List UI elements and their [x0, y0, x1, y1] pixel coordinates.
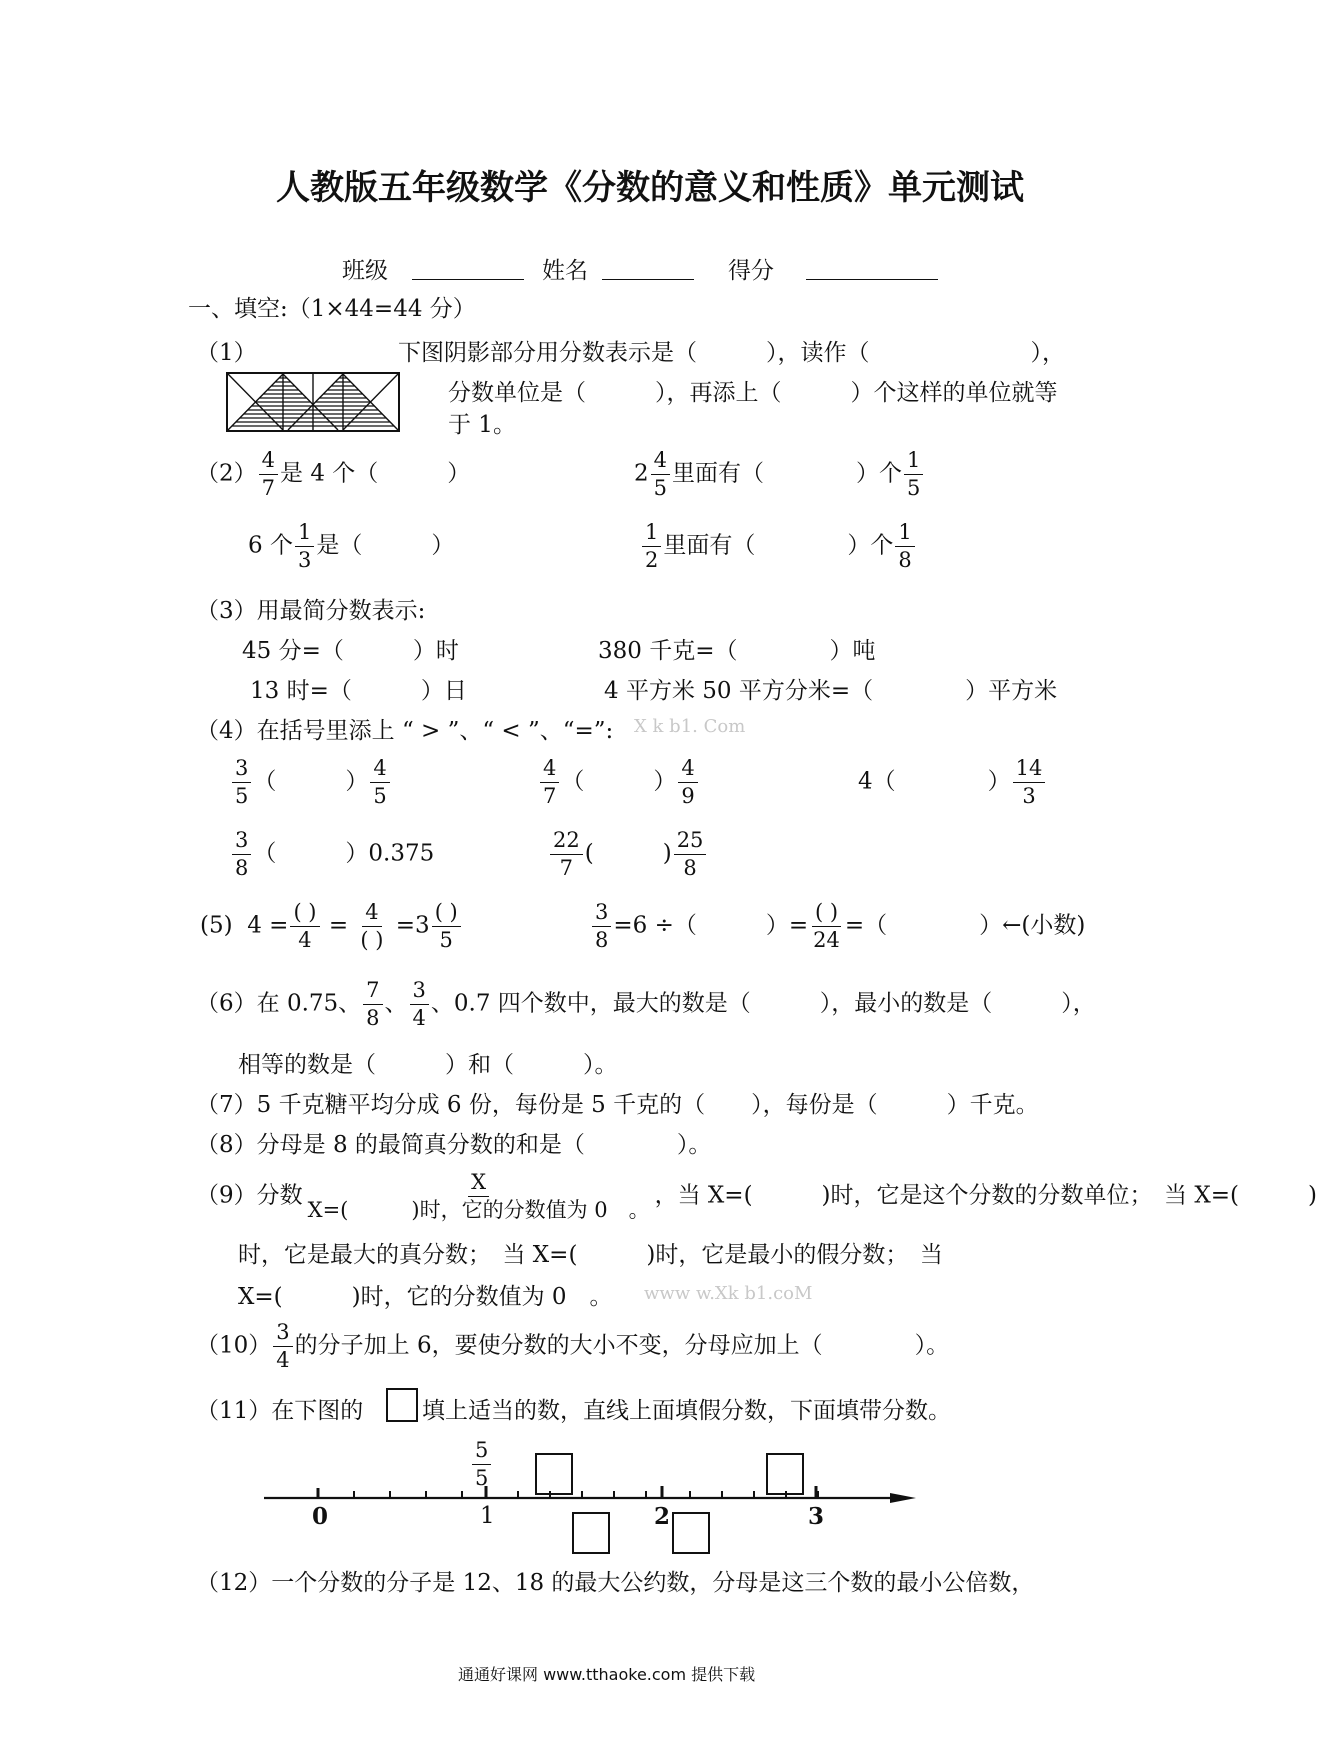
class-blank[interactable] — [412, 275, 524, 280]
fraction: $\frac{( )}{5}$ — [432, 902, 461, 951]
fraction: $\frac{( )}{24}$ — [813, 900, 840, 952]
q10: （10） $\frac{3}{4}$ 的分子加上 6，要使分数的大小不变，分母应加上（ ）。 — [196, 1320, 950, 1372]
q1-line-a: 下图阴影部分用分数表示是（ ），读作（ ）， — [398, 340, 1065, 366]
fraction: $\frac{4}{7}$ — [540, 758, 559, 807]
q9-line-2: 时，它是最大的真分数； 当 X=( )时，它是最小的假分数； 当 — [238, 1242, 943, 1268]
fraction: $\frac{( )}{4}$ — [290, 902, 319, 951]
q3-a: 45 分=（ ）时 — [242, 638, 459, 664]
fraction: $\frac{3}{4}$ — [273, 1322, 292, 1371]
fraction: $\frac{4}{9}$ — [678, 758, 697, 807]
fraction: $\frac{4}{5}$ — [370, 758, 389, 807]
q2-c: 6 个 $\frac{1}{3}$ 是（ ） — [248, 520, 455, 572]
q2-a: （2） $\frac{4}{7}$ 是 4 个（ ） — [196, 448, 471, 500]
fraction: $\frac{1}{2}$ — [642, 522, 661, 571]
name-label: 姓名 — [542, 258, 588, 284]
tick-label-1: 1 — [480, 1503, 495, 1529]
class-label: 班级 — [342, 258, 388, 284]
section-heading: 一、填空:（1×44=44 分） — [188, 296, 476, 322]
fraction: $\frac{4}{7}$ — [259, 450, 278, 499]
q4-item-3: 4（ ） $\frac{14}{3}$ — [858, 758, 1047, 807]
fraction: $\frac{3}{4}$ — [410, 980, 429, 1029]
tick-label-3: 3 — [808, 1503, 825, 1530]
q7: （7）5 千克糖平均分成 6 份，每份是 5 千克的（ ），每份是（ ）千克。 — [196, 1092, 1039, 1118]
q6-line-1: （6）在 0.75、 $\frac{7}{8}$ 、 $\frac{3}{4}$ 、0.7 四个数中，最大的数是（ ），最小的数是（ ）， — [196, 978, 1096, 1030]
fraction: $\frac{25}{8}$ — [674, 830, 707, 879]
fraction: $\frac{3}{5}$ — [232, 758, 251, 807]
page-title: 人教版五年级数学《分数的意义和性质》单元测试 — [276, 168, 1024, 208]
score-blank[interactable] — [806, 275, 938, 280]
q2-d: $\frac{1}{2}$ 里面有（ ）个 $\frac{1}{8}$ — [640, 522, 917, 571]
q6-line-2: 相等的数是（ ）和（ ）。 — [238, 1052, 618, 1078]
fraction: $\frac{1}{8}$ — [895, 522, 914, 571]
answer-box-icon — [386, 1388, 418, 1422]
answer-box-above-2[interactable] — [766, 1453, 804, 1495]
footer: 通通好课网 www.tthaoke.com 提供下载 — [458, 1665, 756, 1684]
q3-d: 4 平方米 50 平方分米=（ ）平方米 — [604, 678, 1058, 704]
q12: （12）一个分数的分子是 12、18 的最大公约数，分母是这三个数的最小公倍数， — [196, 1570, 1035, 1596]
tick-label-2: 2 — [654, 1503, 671, 1530]
fraction: $\frac{X}{\text{X=( )时，它的分数值为 0 。}}$ — [307, 1170, 650, 1222]
score-label: 得分 — [728, 258, 774, 284]
fraction: $\frac{3}{8}$ — [232, 830, 251, 879]
q9-line-3: X=( )时，它的分数值为 0 。 — [238, 1284, 613, 1310]
q3-heading: （3）用最简分数表示: — [196, 598, 426, 624]
q3-c: 13 时=（ ）日 — [250, 678, 467, 704]
q9-line-1: （9）分数 $\frac{X}{\text{X=( )时，它的分数值为 0 。}}$ ，当 X=( )时，它是这个分数的分数单位； 当 X=( ) — [196, 1170, 1317, 1222]
q2-b: 2 $\frac{4}{5}$ 里面有（ ）个 $\frac{1}{5}$ — [634, 450, 925, 499]
q4-item-5: $\frac{22}{7}$ ( ) $\frac{25}{8}$ — [548, 830, 708, 879]
q4-item-4: $\frac{3}{8}$ （ ）0.375 — [230, 830, 434, 879]
q11-text-a: （11）在下图的 — [196, 1398, 364, 1424]
fraction: $\frac{14}{3}$ — [1013, 758, 1046, 807]
q4-item-2: $\frac{4}{7}$ （ ） $\frac{4}{9}$ — [538, 758, 700, 807]
q8: （8）分母是 8 的最简真分数的和是（ ）。 — [196, 1132, 712, 1158]
fraction: $\frac{1}{5}$ — [904, 450, 923, 499]
q3-b: 380 千克=（ ）吨 — [598, 638, 876, 664]
shaded-rectangle-figure — [226, 372, 400, 432]
answer-box-above-1[interactable] — [535, 1453, 573, 1495]
fraction: $\frac{4}{( )}$ — [360, 900, 384, 952]
fraction: $\frac{7}{8}$ — [363, 980, 382, 1029]
answer-box-below-1[interactable] — [572, 1512, 610, 1554]
fraction: $\frac{1}{3}$ — [295, 522, 314, 571]
watermark: www w.Xk b1.coM — [644, 1283, 813, 1304]
q2-number: （2） — [196, 460, 257, 487]
q4-item-1: $\frac{3}{5}$ （ ） $\frac{4}{5}$ — [230, 758, 392, 807]
watermark: X k b1. Com — [634, 716, 746, 737]
q11-text-b: 填上适当的数，直线上面填假分数，下面填带分数。 — [422, 1398, 951, 1424]
q1-number: （1） — [196, 340, 257, 366]
q5-right: $\frac{3}{8}$ =6 ÷（ ）= $\frac{( )}{24}$ =（ ）←(小数) — [590, 902, 1085, 951]
tick-label-0: 0 — [312, 1503, 329, 1530]
q5-left: (5) 4 = $\frac{( )}{4}$ = $\frac{4}{( )}$ =3 $\frac{( )}{5}$ — [200, 902, 463, 951]
fraction: $\frac{5}{5}$ — [472, 1440, 491, 1489]
name-blank[interactable] — [602, 275, 694, 280]
q4-heading: （4）在括号里添上 “ > ”、“ < ”、“=”: — [196, 718, 614, 744]
fraction: $\frac{22}{7}$ — [550, 830, 583, 879]
fraction: $\frac{3}{8}$ — [592, 902, 611, 951]
q1-line-b: 分数单位是（ ），再添上（ ）个这样的单位就等 — [448, 380, 1058, 406]
q1-line-c: 于 1。 — [448, 412, 516, 438]
answer-box-below-2[interactable] — [672, 1512, 710, 1554]
fraction: $\frac{4}{5}$ — [651, 450, 670, 499]
